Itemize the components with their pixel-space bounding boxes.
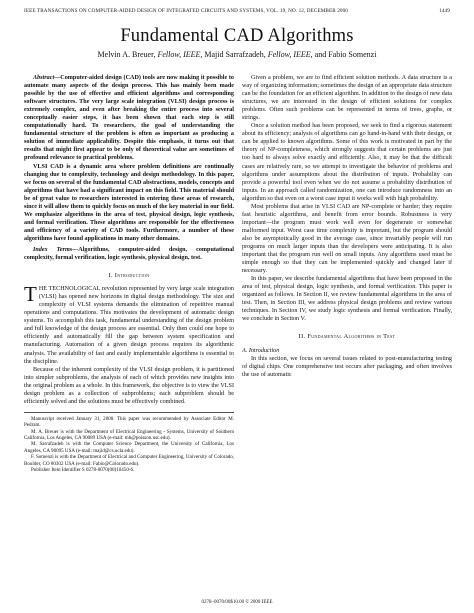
author-2-role: Fellow, IEEE,	[267, 50, 313, 59]
abstract-para-1	[24, 74, 234, 163]
footnote-author-3: F. Somenzi is with the Department of Electrical and Computer Engineering, University of Colorado, Boulder, CO 80302 USA (e-mail: Fabio@Colorado.edu).	[24, 454, 234, 467]
intro-para-2: Because of the inherent complexity of the VLSI design problem, it is partitioned into simpler subproblems, the analysis of each of which provides new insights into the original problem as a whole. In this framework, the objective is to view the VLSI design problem as a collection of subproblems; each subproblem should be efficiently solved and the solutions must be effectively combined.	[24, 366, 234, 405]
paper-title: Fundamental CAD Algorithms	[120, 26, 354, 46]
running-header	[24, 8, 450, 14]
intro-para-4: Once a solution method has been proposed, we seek to find a rigorous statement about its efficiency; analysis of algorithms can go hand-in-hand with their design, or can be applied to known algorithms. Some of this work is motivated in part by the theory of NP-completeness, which strongly suggests that certain problems are just too hard to always solve exactly and efficiently. Also, it may be that the difficult cases are relatively rare, so we attempt to investigate the behavior of problems and algorithms under assumptions about the distribution of inputs. Probability can provide a powerful tool even when we do not assume a probability distribution of inputs. In an approach called randomization, one can introduce randomness into an algorithm so that even on a worst case input it works well with high probability.	[242, 123, 452, 202]
intro-text-1: HE TECHNOLOGICAL revolution represented by very large scale integration (VLSI) has opened new horizons in digital design methodology. The size and complexity of VLSI systems demands the elimination of repetitive manual operations and computations. This motivates the development of automatic design systems. To accomplish this task, fundamental understanding of the design problem and full knowledge of the design process are essential. Only then could one hope to efficiently and automatically fill the gap between system specification and manufacturing. Automation of a given design process requires its algorithmic analysis. The availability of fast and easily implementable algorithms is essential to the discipline.	[24, 286, 234, 365]
intro-para-6: In this paper, we describe fundamental algorithms that have been proposed in the area of test, physical design, logic synthesis, and formal verification. This paper is organized as follows. In Section II, we review fundamental algorithms in the area of test. Then, in Section III, we address physical design problems and review various techniques. In Section IV, we study logic synthesis and formal verification. Finally, we conclude in Section V.	[242, 276, 452, 323]
intro-para-5: Most problems that arise in VLSI CAD are NP-complete or harder; they require fast heuristic algorithms, and benefit from error bounds. Robustness is very important—the program must work well even for degenerate or somewhat malformed input. Worst case time complexity is important, but the program should also be asymptotically good in the average case, since invariably people will run programs on much larger inputs than the developers were anticipating. It is also important that the program run well on small inputs. Any algorithms used must be simple enough so that they can be implemented quickly and changed later if necessary.	[242, 203, 452, 275]
footnote-author-1: M. A. Breuer is with the Department of Electrical Engineering - Systems, University of Southern California, Los Angeles, CA 90089 USA (e-mail: mb@poisson.usc.edu).	[24, 428, 234, 442]
author-1-role: Fellow, IEEE,	[157, 50, 203, 59]
footnote-author-2: M. Sarrafzadeh is with the Computer Science Department, the University of California, Los Angeles, CA 90095 USA (e-mail: majid@cs.ucla.edu).	[24, 441, 234, 454]
intro-para-3: Given a problem, we are to find efficient solution methods. A data structure is a way of organizing information; sometimes the design of an appropriate data structure can be the foundation for an efficient algorithm. In addition to the design of new data structures, we are interested in the design of efficient solutions for complex problems. Often such problems can be represented in terms of trees, graphs, or strings.	[242, 75, 452, 122]
footnote-manuscript: Manuscript received January 31, 2000. This paper was recommended by Associate Editor M. Pedram.	[24, 415, 234, 429]
section-title: Fundamental Algorithms in Test	[307, 333, 396, 341]
footnotes	[24, 412, 234, 474]
section-number: I.	[108, 272, 113, 280]
subsection-heading: A. Introduction	[242, 347, 280, 354]
intro-para-1	[24, 282, 234, 365]
journal-name: IEEE TRANSACTIONS ON COMPUTER-AIDED DESIGN OF INTEGRATED CIRCUITS AND SYSTEMS, VOL. 19, NO. 12, DECEMBER 2000	[24, 8, 348, 14]
author-line	[0, 50, 474, 59]
test-para-1: In this section, we focus on several issues related to post-manufacturing testing of digital chips. One comprehensive test occurs after packaging, and often involves the use of automatic	[242, 355, 452, 378]
abstract-lead: Abstract—	[33, 75, 61, 81]
section-heading-intro	[24, 272, 234, 280]
abstract-para-2: VLSI CAD is a dynamic area where problem definitions are continually changing due to complexity, technology and design methodology. In this paper, we focus on several of the fundamental CAD abstractions, models, concepts and algorithms that have had a significant impact on this field. This material should be of great value to researchers interested in entering these areas of research, since it will allow them to quickly focus on much of the key material in our field. We emphasize algorithms in the area of test, physical design, logic synthesis, and formal verification. These algorithms are responsible for the effectiveness and efficiency of a variety of CAD tools. Furthermore, a number of these algorithms have found applications in many other domains.	[24, 163, 234, 242]
section-heading-test	[242, 333, 452, 341]
author-2-name: Majid Sarrafzadeh,	[204, 50, 266, 59]
abstract	[24, 74, 234, 243]
section-number: II.	[298, 333, 306, 341]
index-terms	[24, 246, 234, 262]
drop-cap: T	[24, 282, 37, 307]
author-3-name: and Fabio Somenzi	[314, 50, 377, 59]
copyright-footer: 0278–0070/00$10.00 © 2000 IEEE	[201, 600, 273, 605]
left-column	[24, 74, 234, 473]
author-1-name: Melvin A. Breuer,	[97, 50, 156, 59]
index-terms-text: Algorithms, computer-aided design, computational complexity, formal verification, logic synthesis, physical design, test.	[24, 246, 234, 262]
index-terms-lead: Index Terms—	[33, 246, 79, 253]
right-column	[242, 74, 452, 379]
page-number: 1449	[439, 8, 450, 14]
abstract-text-1: Computer-aided design (CAD) tools are now making it possible to automate many aspects of the design process. This has mainly been made possible by the use of effective and efficient algorithms and corresponding software structures. The very large scale integration (VLSI) design process is extremely complex, and even after breaking the entire process into several conceptually easier steps, it has been shown that each step is still computationally hard. To researchers, the goal of understanding the fundamental structure of the problem is often as important as producing a solution of immediate applicability. Despite this emphasis, it turns out that results that might first appear to be only of theoretical value are sometimes of profound relevance to practical problems.	[24, 75, 234, 162]
section-title: Introduction	[114, 272, 150, 280]
footnote-publisher-id: Publisher Item Identifier S 0278-0070(00)10450-6.	[31, 467, 135, 474]
